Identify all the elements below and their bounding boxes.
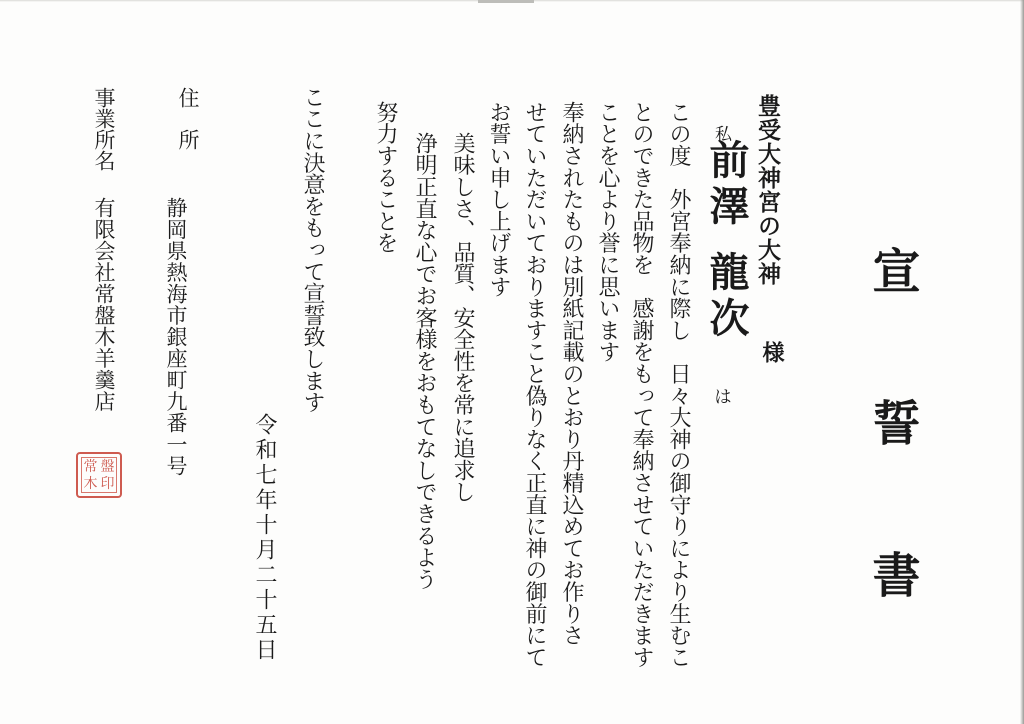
seal-char: 印 bbox=[100, 475, 115, 492]
body-line-7: 美味しさ、品質、安全性を常に追求し bbox=[450, 132, 475, 503]
honorific: 様 bbox=[759, 341, 785, 363]
document-date: 令和七年十月二十五日 bbox=[252, 413, 277, 663]
company-seal-stamp bbox=[76, 452, 122, 498]
signer-name: 前澤 龍次 bbox=[703, 139, 750, 343]
first-person-pronoun: 私 bbox=[711, 125, 731, 142]
scan-mark bbox=[478, 0, 534, 3]
body-line-2: とのできた品物を 感謝をもって奉納させていただきます bbox=[629, 101, 654, 668]
body-line-5: せていただいておりますこと偽りなく正直に神の御前にて bbox=[522, 101, 547, 668]
seal-char: 盤 bbox=[100, 458, 115, 475]
body-line-8: 浄明正直な心でお客様をおもてなしできるよう bbox=[412, 132, 437, 590]
body-line-3: ことを心より誉に思います bbox=[595, 101, 620, 363]
addressee: 豊受大神宮の大神 bbox=[754, 94, 781, 286]
address-value: 静岡県熱海市銀座町九番一号 bbox=[164, 197, 188, 477]
document-title: 宣 誓 書 bbox=[864, 246, 920, 626]
address-label: 住 所 bbox=[176, 87, 200, 150]
scan-edge-right bbox=[1020, 0, 1024, 724]
office-name: 有限会社常盤木羊羹店 bbox=[92, 197, 116, 412]
body-line-9: 努力することを bbox=[373, 101, 398, 254]
seal-inner-border bbox=[81, 457, 117, 493]
seal-char: 木 bbox=[83, 475, 98, 492]
body-line-1: この度 外宮奉納に際し 日々大神の御守りにより生むこ bbox=[666, 101, 691, 668]
body-line-10: ここに決意をもって宣誓致します bbox=[300, 86, 325, 414]
seal-char: 常 bbox=[83, 458, 98, 475]
office-label: 事業所名 bbox=[92, 87, 116, 171]
topic-particle: は bbox=[711, 387, 732, 405]
body-line-6: お誓い申し上げます bbox=[486, 101, 511, 298]
body-line-4: 奉納されたものは別紙記載のとおり丹精込めてお作りさ bbox=[559, 101, 584, 647]
